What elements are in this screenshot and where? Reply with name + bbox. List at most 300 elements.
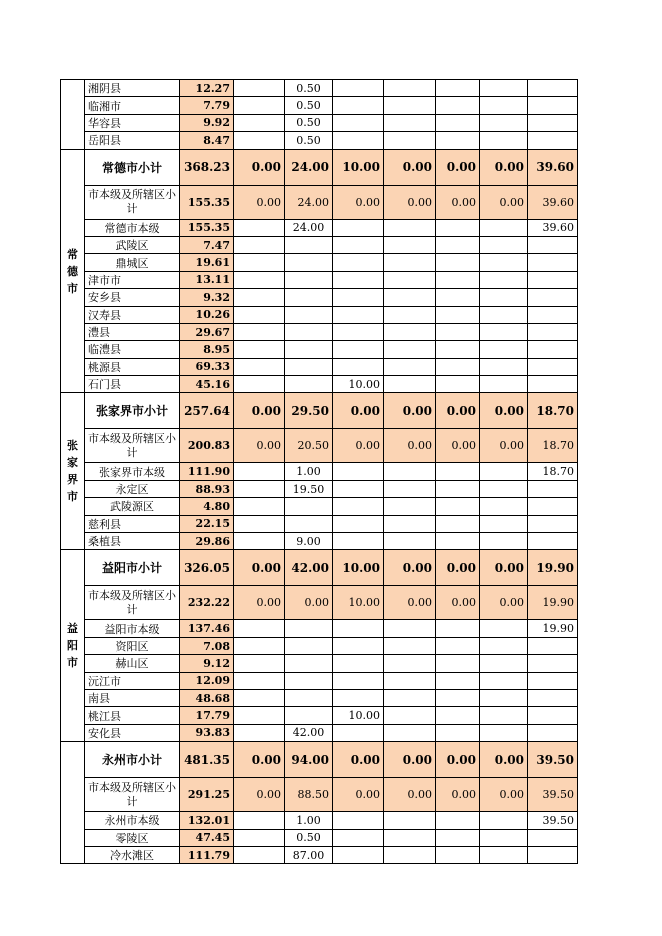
- value-cell: [384, 254, 436, 271]
- value-cell: 0.00: [384, 778, 436, 812]
- value-cell: [234, 533, 285, 550]
- value-cell: [234, 114, 285, 131]
- value-cell: 132.01: [180, 812, 234, 829]
- table-row: [61, 707, 578, 724]
- value-cell: 8.95: [180, 341, 234, 358]
- value-cell: [285, 254, 333, 271]
- value-cell: 0.00: [480, 429, 528, 463]
- value-cell: [384, 724, 436, 741]
- value-cell: [480, 97, 528, 114]
- region-name: 石门县: [85, 376, 180, 393]
- region-name: 市本级及所辖区小计: [85, 429, 180, 463]
- region-name: 永州市本级: [85, 812, 180, 829]
- city-label: 常 德 市: [61, 149, 85, 393]
- value-cell: [234, 463, 285, 480]
- value-cell: [333, 533, 384, 550]
- value-cell: [333, 480, 384, 497]
- value-cell: [234, 358, 285, 375]
- value-cell: 137.46: [180, 620, 234, 637]
- value-cell: 1.00: [285, 463, 333, 480]
- value-cell: [234, 707, 285, 724]
- table-row: [61, 778, 578, 812]
- value-cell: [333, 655, 384, 672]
- value-cell: [384, 655, 436, 672]
- value-cell: [384, 620, 436, 637]
- region-name: 常德市本级: [85, 219, 180, 236]
- value-cell: [384, 829, 436, 846]
- value-cell: 326.05: [180, 550, 234, 586]
- value-cell: [384, 672, 436, 689]
- value-cell: [436, 689, 480, 706]
- value-cell: [333, 132, 384, 149]
- value-cell: [528, 533, 578, 550]
- subtotal-row: [61, 550, 578, 586]
- table-row: [61, 429, 578, 463]
- value-cell: [480, 289, 528, 306]
- region-name: 津市市: [85, 271, 180, 288]
- value-cell: 0.00: [234, 550, 285, 586]
- value-cell: 22.15: [180, 515, 234, 532]
- value-cell: 19.90: [528, 586, 578, 620]
- value-cell: [384, 306, 436, 323]
- value-cell: [528, 829, 578, 846]
- value-cell: [384, 707, 436, 724]
- region-name: 湘阴县: [85, 80, 180, 97]
- value-cell: [436, 219, 480, 236]
- region-name: 桑植县: [85, 533, 180, 550]
- value-cell: [285, 271, 333, 288]
- value-cell: [333, 812, 384, 829]
- value-cell: [333, 80, 384, 97]
- value-cell: [384, 358, 436, 375]
- value-cell: [436, 672, 480, 689]
- value-cell: [480, 132, 528, 149]
- table-row: [61, 672, 578, 689]
- value-cell: 19.50: [285, 480, 333, 497]
- value-cell: 47.45: [180, 829, 234, 846]
- value-cell: 18.70: [528, 463, 578, 480]
- value-cell: [333, 498, 384, 515]
- region-name: 武陵区: [85, 236, 180, 253]
- region-name: 慈利县: [85, 515, 180, 532]
- value-cell: [528, 724, 578, 741]
- value-cell: 10.00: [333, 149, 384, 185]
- table-row: [61, 812, 578, 829]
- value-cell: [333, 323, 384, 340]
- value-cell: [528, 358, 578, 375]
- value-cell: [234, 254, 285, 271]
- value-cell: [436, 271, 480, 288]
- value-cell: 111.79: [180, 846, 234, 863]
- value-cell: 19.90: [528, 550, 578, 586]
- value-cell: 7.47: [180, 236, 234, 253]
- value-cell: 0.00: [436, 586, 480, 620]
- value-cell: [333, 724, 384, 741]
- value-cell: [480, 846, 528, 863]
- region-name: 临澧县: [85, 341, 180, 358]
- table-row: [61, 846, 578, 863]
- value-cell: 0.00: [234, 778, 285, 812]
- value-cell: [528, 655, 578, 672]
- value-cell: [234, 97, 285, 114]
- value-cell: [436, 323, 480, 340]
- table-row: [61, 271, 578, 288]
- value-cell: [436, 637, 480, 654]
- value-cell: 200.83: [180, 429, 234, 463]
- value-cell: [333, 637, 384, 654]
- value-cell: [480, 341, 528, 358]
- value-cell: 0.00: [480, 149, 528, 185]
- value-cell: [528, 114, 578, 131]
- value-cell: 7.08: [180, 637, 234, 654]
- table-row: [61, 323, 578, 340]
- value-cell: [333, 289, 384, 306]
- value-cell: [384, 323, 436, 340]
- value-cell: 10.26: [180, 306, 234, 323]
- value-cell: [436, 463, 480, 480]
- region-name: 临湘市: [85, 97, 180, 114]
- value-cell: [480, 306, 528, 323]
- value-cell: [384, 689, 436, 706]
- value-cell: 94.00: [285, 742, 333, 778]
- value-cell: [480, 236, 528, 253]
- value-cell: [436, 289, 480, 306]
- value-cell: [333, 236, 384, 253]
- value-cell: [528, 846, 578, 863]
- value-cell: 0.50: [285, 114, 333, 131]
- value-cell: 1.00: [285, 812, 333, 829]
- region-name: 安化县: [85, 724, 180, 741]
- value-cell: [384, 846, 436, 863]
- value-cell: 0.00: [234, 586, 285, 620]
- value-cell: [528, 707, 578, 724]
- value-cell: 0.00: [436, 742, 480, 778]
- value-cell: [528, 498, 578, 515]
- value-cell: 42.00: [285, 550, 333, 586]
- region-name: 资阳区: [85, 637, 180, 654]
- table-row: [61, 637, 578, 654]
- value-cell: [436, 376, 480, 393]
- value-cell: [285, 376, 333, 393]
- value-cell: [333, 219, 384, 236]
- value-cell: 13.11: [180, 271, 234, 288]
- value-cell: [480, 498, 528, 515]
- value-cell: [528, 80, 578, 97]
- value-cell: 0.00: [480, 742, 528, 778]
- value-cell: 0.50: [285, 132, 333, 149]
- value-cell: 9.12: [180, 655, 234, 672]
- region-name: 安乡县: [85, 289, 180, 306]
- value-cell: 0.00: [234, 429, 285, 463]
- value-cell: 39.60: [528, 149, 578, 185]
- value-cell: [480, 463, 528, 480]
- value-cell: 0.00: [234, 149, 285, 185]
- value-cell: 0.00: [234, 742, 285, 778]
- value-cell: [528, 97, 578, 114]
- value-cell: [384, 219, 436, 236]
- value-cell: [333, 846, 384, 863]
- value-cell: 0.00: [480, 586, 528, 620]
- value-cell: 0.00: [480, 185, 528, 219]
- region-name: 岳阳县: [85, 132, 180, 149]
- value-cell: 0.00: [480, 393, 528, 429]
- region-name: 沅江市: [85, 672, 180, 689]
- value-cell: 7.79: [180, 97, 234, 114]
- value-cell: [480, 80, 528, 97]
- value-cell: [234, 376, 285, 393]
- value-cell: [333, 515, 384, 532]
- table-row: [61, 358, 578, 375]
- value-cell: [333, 358, 384, 375]
- value-cell: 9.32: [180, 289, 234, 306]
- value-cell: 12.27: [180, 80, 234, 97]
- value-cell: 0.50: [285, 829, 333, 846]
- value-cell: 481.35: [180, 742, 234, 778]
- value-cell: [480, 689, 528, 706]
- table-row: [61, 254, 578, 271]
- value-cell: [234, 480, 285, 497]
- value-cell: [436, 724, 480, 741]
- value-cell: 0.00: [480, 550, 528, 586]
- city-label: [61, 80, 85, 150]
- value-cell: 39.50: [528, 778, 578, 812]
- allocation-table: [60, 79, 578, 864]
- value-cell: [384, 498, 436, 515]
- region-name: 益阳市小计: [85, 550, 180, 586]
- region-name: 澧县: [85, 323, 180, 340]
- value-cell: 39.50: [528, 742, 578, 778]
- value-cell: 368.23: [180, 149, 234, 185]
- value-cell: 0.00: [333, 742, 384, 778]
- value-cell: [436, 533, 480, 550]
- value-cell: 10.00: [333, 707, 384, 724]
- value-cell: 291.25: [180, 778, 234, 812]
- table-row: [61, 341, 578, 358]
- value-cell: [436, 846, 480, 863]
- value-cell: [234, 80, 285, 97]
- value-cell: 88.50: [285, 778, 333, 812]
- value-cell: [285, 236, 333, 253]
- value-cell: [436, 515, 480, 532]
- value-cell: [285, 707, 333, 724]
- value-cell: 18.70: [528, 393, 578, 429]
- value-cell: [234, 846, 285, 863]
- value-cell: [480, 707, 528, 724]
- value-cell: [436, 114, 480, 131]
- table-row: [61, 185, 578, 219]
- value-cell: [234, 672, 285, 689]
- value-cell: [436, 480, 480, 497]
- value-cell: [480, 533, 528, 550]
- table-row: [61, 586, 578, 620]
- table-row: [61, 97, 578, 114]
- table-row: [61, 724, 578, 741]
- region-name: 张家界市小计: [85, 393, 180, 429]
- region-name: 汉寿县: [85, 306, 180, 323]
- value-cell: 10.00: [333, 550, 384, 586]
- subtotal-row: [61, 742, 578, 778]
- value-cell: [285, 306, 333, 323]
- value-cell: 4.80: [180, 498, 234, 515]
- city-label: [61, 742, 85, 864]
- value-cell: 93.83: [180, 724, 234, 741]
- value-cell: 0.00: [384, 149, 436, 185]
- value-cell: [480, 219, 528, 236]
- value-cell: [333, 620, 384, 637]
- table-row: [61, 132, 578, 149]
- value-cell: [436, 655, 480, 672]
- table-row: [61, 655, 578, 672]
- value-cell: [333, 463, 384, 480]
- value-cell: [234, 498, 285, 515]
- region-name: 华容县: [85, 114, 180, 131]
- value-cell: [285, 689, 333, 706]
- table-row: [61, 515, 578, 532]
- value-cell: [436, 80, 480, 97]
- value-cell: 0.00: [384, 742, 436, 778]
- value-cell: 0.00: [436, 778, 480, 812]
- value-cell: 155.35: [180, 185, 234, 219]
- subtotal-row: [61, 393, 578, 429]
- value-cell: [528, 689, 578, 706]
- value-cell: [285, 358, 333, 375]
- value-cell: [480, 271, 528, 288]
- value-cell: 19.90: [528, 620, 578, 637]
- value-cell: 19.61: [180, 254, 234, 271]
- city-label: 益 阳 市: [61, 550, 85, 742]
- value-cell: 0.00: [384, 429, 436, 463]
- city-label: 张 家 界 市: [61, 393, 85, 550]
- table-row: [61, 306, 578, 323]
- region-name: 冷水滩区: [85, 846, 180, 863]
- value-cell: [528, 306, 578, 323]
- value-cell: [480, 254, 528, 271]
- value-cell: [384, 236, 436, 253]
- value-cell: [384, 289, 436, 306]
- table-row: [61, 376, 578, 393]
- value-cell: 0.00: [384, 393, 436, 429]
- value-cell: [333, 254, 384, 271]
- value-cell: [384, 480, 436, 497]
- table-row: [61, 480, 578, 497]
- table-row: [61, 80, 578, 97]
- region-name: 永定区: [85, 480, 180, 497]
- value-cell: 39.50: [528, 812, 578, 829]
- value-cell: [333, 271, 384, 288]
- value-cell: [333, 672, 384, 689]
- value-cell: 0.00: [234, 185, 285, 219]
- table-row: [61, 236, 578, 253]
- table-row: [61, 498, 578, 515]
- value-cell: 232.22: [180, 586, 234, 620]
- region-name: 零陵区: [85, 829, 180, 846]
- value-cell: 0.00: [436, 393, 480, 429]
- value-cell: [480, 672, 528, 689]
- value-cell: 0.00: [333, 185, 384, 219]
- value-cell: 8.47: [180, 132, 234, 149]
- value-cell: [436, 97, 480, 114]
- value-cell: [480, 323, 528, 340]
- value-cell: 48.68: [180, 689, 234, 706]
- table-row: [61, 620, 578, 637]
- value-cell: [436, 358, 480, 375]
- value-cell: 20.50: [285, 429, 333, 463]
- value-cell: 88.93: [180, 480, 234, 497]
- value-cell: 87.00: [285, 846, 333, 863]
- value-cell: [528, 637, 578, 654]
- value-cell: [285, 341, 333, 358]
- value-cell: 17.79: [180, 707, 234, 724]
- value-cell: [384, 114, 436, 131]
- value-cell: 0.00: [234, 393, 285, 429]
- value-cell: [333, 341, 384, 358]
- value-cell: 0.50: [285, 80, 333, 97]
- value-cell: 18.70: [528, 429, 578, 463]
- value-cell: [436, 620, 480, 637]
- table-row: [61, 689, 578, 706]
- value-cell: 0.00: [436, 550, 480, 586]
- value-cell: [528, 132, 578, 149]
- value-cell: [436, 812, 480, 829]
- value-cell: [234, 271, 285, 288]
- value-cell: [285, 498, 333, 515]
- value-cell: 24.00: [285, 185, 333, 219]
- region-name: 鼎城区: [85, 254, 180, 271]
- table-row: [61, 533, 578, 550]
- value-cell: [528, 289, 578, 306]
- value-cell: [285, 672, 333, 689]
- region-name: 益阳市本级: [85, 620, 180, 637]
- value-cell: [528, 254, 578, 271]
- region-name: 桃江县: [85, 707, 180, 724]
- value-cell: 0.00: [333, 429, 384, 463]
- value-cell: [285, 323, 333, 340]
- value-cell: 155.35: [180, 219, 234, 236]
- value-cell: [384, 533, 436, 550]
- value-cell: 69.33: [180, 358, 234, 375]
- value-cell: [528, 515, 578, 532]
- value-cell: [384, 97, 436, 114]
- value-cell: [234, 219, 285, 236]
- table-row: [61, 829, 578, 846]
- value-cell: 39.60: [528, 185, 578, 219]
- value-cell: [384, 515, 436, 532]
- value-cell: [384, 376, 436, 393]
- region-name: 桃源县: [85, 358, 180, 375]
- value-cell: [480, 114, 528, 131]
- region-name: 南县: [85, 689, 180, 706]
- value-cell: 29.67: [180, 323, 234, 340]
- value-cell: [333, 306, 384, 323]
- value-cell: [384, 812, 436, 829]
- region-name: 常德市小计: [85, 149, 180, 185]
- value-cell: [234, 341, 285, 358]
- value-cell: 0.00: [384, 550, 436, 586]
- value-cell: [234, 132, 285, 149]
- region-name: 市本级及所辖区小计: [85, 586, 180, 620]
- value-cell: 0.00: [384, 185, 436, 219]
- table-row: [61, 463, 578, 480]
- value-cell: 111.90: [180, 463, 234, 480]
- value-cell: [436, 707, 480, 724]
- value-cell: [234, 829, 285, 846]
- value-cell: [384, 80, 436, 97]
- value-cell: [528, 271, 578, 288]
- value-cell: [436, 254, 480, 271]
- value-cell: [528, 323, 578, 340]
- value-cell: [436, 306, 480, 323]
- region-name: 赫山区: [85, 655, 180, 672]
